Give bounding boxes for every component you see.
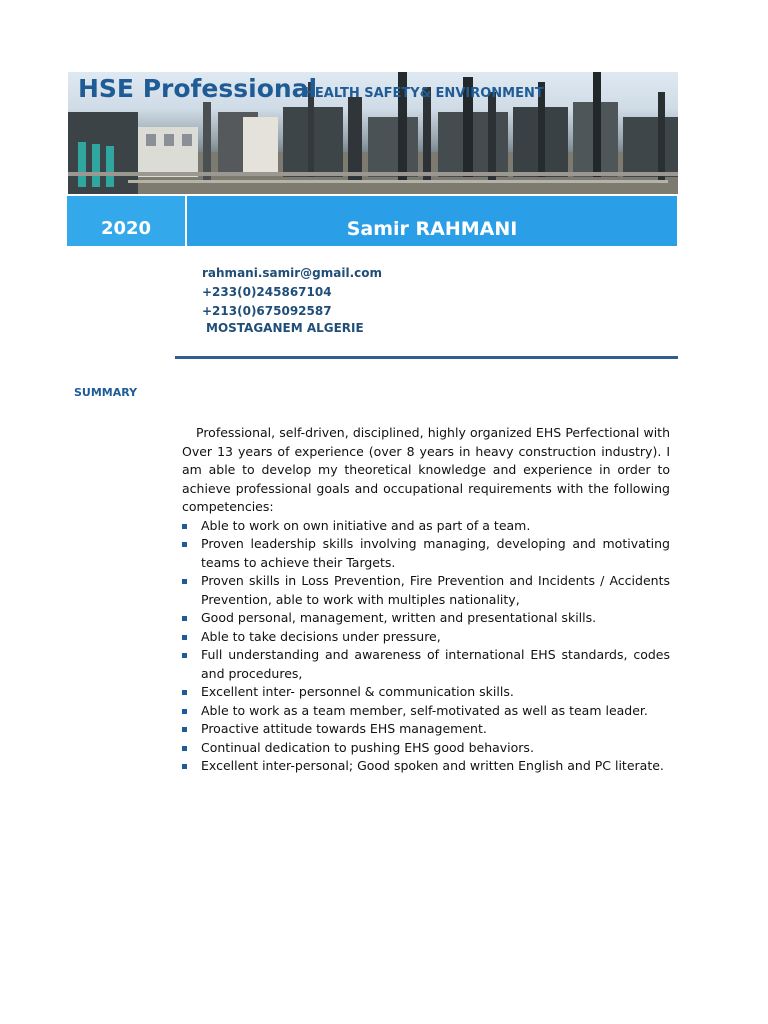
competency-item <box>182 572 670 609</box>
competency-item <box>182 517 670 536</box>
competency-item <box>182 628 670 647</box>
competency-item <box>182 702 670 721</box>
competency-text: Good personal, management, written and presentational skills. <box>201 610 597 625</box>
competency-item <box>182 609 670 628</box>
competency-text: Full understanding and awareness of international EHS standards, codes and procedures, <box>201 647 670 681</box>
competency-item <box>182 739 670 758</box>
candidate-name: Samir RAHMANI <box>346 218 518 240</box>
square-bullet-icon <box>182 727 187 732</box>
header-banner-image <box>68 72 678 194</box>
name-band <box>187 196 677 246</box>
competency-text: Continual dedication to pushing EHS good behaviors. <box>201 739 534 755</box>
competency-text: Proactive attitude towards EHS management. <box>201 721 487 736</box>
square-bullet-icon <box>182 616 187 621</box>
year-label: 2020 <box>100 218 152 239</box>
summary-intro: Professional, self-driven, disciplined, highly organized EHS Perfectional with Over 13 years of experience (over 8 years in heavy construction industry). I am able to develop my theoretical knowledge and experience in order to achieve professional goals and occupational requirements with the following competencies: <box>182 425 670 514</box>
competency-item <box>182 535 670 572</box>
banner-title: HSE Professional <box>78 74 318 103</box>
phone-number-1: +233(0)245867104 <box>202 285 332 299</box>
competency-item <box>182 757 670 776</box>
section-divider <box>175 356 678 359</box>
competency-text: Excellent inter-personal; Good spoken and written English and PC literate. <box>201 758 664 773</box>
competency-text: Able to work on own initiative and as part of a team. <box>201 517 531 533</box>
competency-text: Able to work as a team member, self-motivated as well as team leader. <box>201 702 648 718</box>
square-bullet-icon <box>182 746 187 751</box>
square-bullet-icon <box>182 764 187 769</box>
phone-number-2: +213(0)675092587 <box>202 304 332 318</box>
square-bullet-icon <box>182 524 187 529</box>
competency-item <box>182 646 670 683</box>
year-band <box>67 196 185 246</box>
square-bullet-icon <box>182 579 187 584</box>
competency-item <box>182 683 670 702</box>
square-bullet-icon <box>182 653 187 658</box>
competency-item <box>182 720 670 739</box>
competency-list <box>182 517 670 776</box>
competency-text: Able to take decisions under pressure, <box>201 628 441 644</box>
contact-block <box>202 264 382 336</box>
square-bullet-icon <box>182 690 187 695</box>
email-address[interactable]: rahmani.samir@gmail.com <box>202 266 382 280</box>
summary-heading: SUMMARY <box>74 386 138 399</box>
competency-text: Proven leadership skills involving managing, developing and motivating teams to achieve their Targets. <box>201 536 670 570</box>
square-bullet-icon <box>182 542 187 547</box>
square-bullet-icon <box>182 709 187 714</box>
banner-subtitle: HEALTH SAFETY& ENVIRONMENT <box>304 86 544 101</box>
competency-text: Excellent inter- personnel & communication skills. <box>201 684 514 699</box>
competency-text: Proven skills in Loss Prevention, Fire Prevention and Incidents / Accidents Prevention, able to work with multiples nationality, <box>201 573 670 607</box>
summary-content <box>182 424 670 776</box>
location: MOSTAGANEM ALGERIE <box>206 321 364 335</box>
square-bullet-icon <box>182 635 187 640</box>
